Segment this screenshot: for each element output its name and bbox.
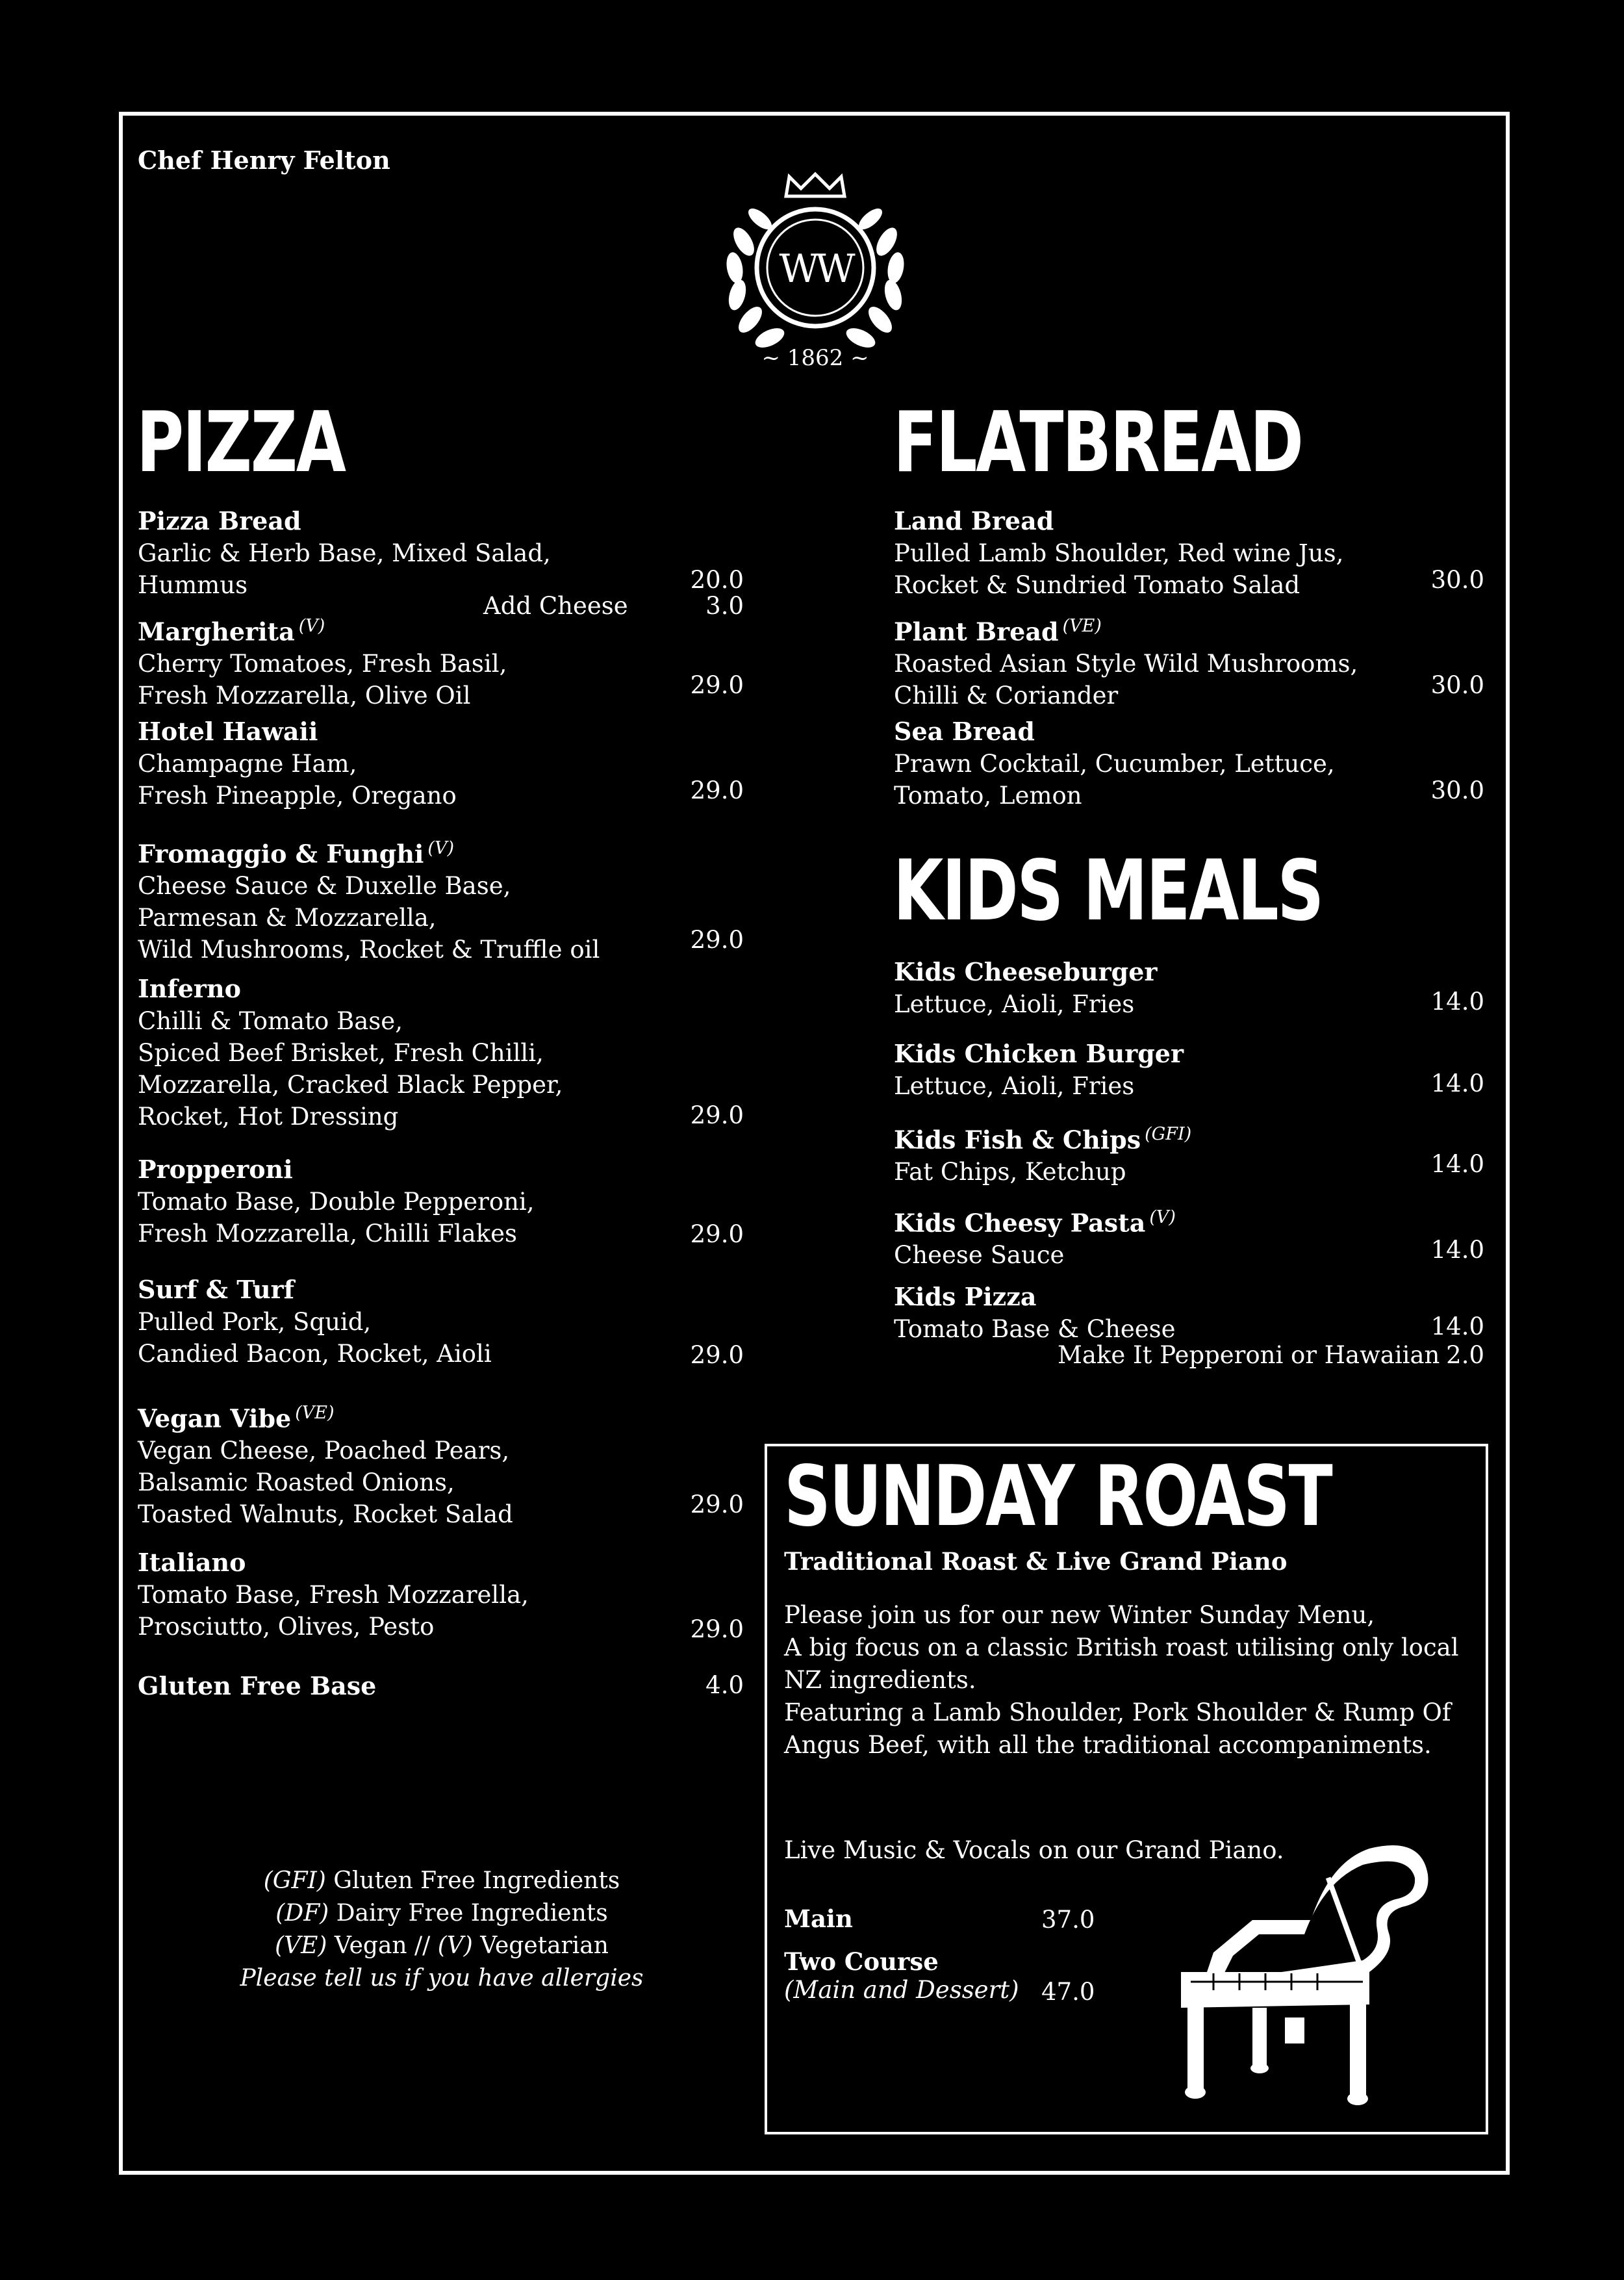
menu-item: Hotel Hawaii Champagne Ham, Fresh Pineapple, Oregano xyxy=(138,717,457,810)
menu-item: Kids Cheesy Pasta $^{(V)}$ Cheese Sauce xyxy=(894,1207,1176,1270)
menu-item: Kids Chicken Burger Lettuce, Aioli, Fries xyxy=(894,1039,1184,1100)
item-price: 30.0 xyxy=(1430,776,1484,804)
menu-item: Propperoni Tomato Base, Double Pepperoni, Fresh Mozzarella, Chilli Flakes xyxy=(138,1155,535,1248)
menu-item: Italiano Tomato Base, Fresh Mozzarella, Prosciutto, Olives, Pesto xyxy=(138,1548,529,1641)
item-price: 29.0 xyxy=(690,1341,744,1369)
logo-monogram: WW xyxy=(779,246,852,292)
menu-item: Margherita $^{(V)}$ Cherry Tomatoes, Fresh Basil, Fresh Mozzarella, Olive Oil xyxy=(138,616,507,710)
menu-item: Land Bread Pulled Lamb Shoulder, Red wine Jus, Rocket & Sundried Tomato Salad xyxy=(894,506,1344,599)
item-price: 29.0 xyxy=(690,671,744,699)
item-price: 4.0 xyxy=(705,1671,744,1699)
crest-logo xyxy=(698,170,932,378)
menu-item: Sea Bread Prawn Cocktail, Cucumber, Lettuce, Tomato, Lemon xyxy=(894,717,1335,810)
addon-price: 3.0 xyxy=(705,592,744,620)
item-price: 29.0 xyxy=(690,776,744,804)
menu-item: Fromaggio & Funghi $^{(V)}$ Cheese Sauce & Duxelle Base, Parmesan & Mozzarella, Wild Mushrooms, Rocket & Truffle oil xyxy=(138,838,600,964)
sunday-roast-live-music: Live Music & Vocals on our Grand Piano. xyxy=(784,1836,1284,1864)
sunday-roast-subtitle: Traditional Roast & Live Grand Piano xyxy=(784,1547,1288,1576)
item-price: 14.0 xyxy=(1430,1313,1484,1340)
menu-item: Pizza Bread Garlic & Herb Base, Mixed Salad, Hummus xyxy=(138,506,551,599)
item-price: 30.0 xyxy=(1430,671,1484,699)
roast-two-course-label: Two Course (Main and Dessert) xyxy=(784,1947,1019,2004)
item-price: 14.0 xyxy=(1430,1070,1484,1097)
roast-main-label: Main xyxy=(784,1904,853,1933)
item-price: 14.0 xyxy=(1430,1236,1484,1264)
roast-two-course-price: 47.0 xyxy=(1041,1978,1095,2006)
pizza-heading: PIZZA xyxy=(136,394,345,491)
flatbread-heading: FLATBREAD xyxy=(893,394,1302,491)
item-price: 14.0 xyxy=(1430,1150,1484,1178)
item-price: 29.0 xyxy=(690,926,744,954)
addon-label: Add Cheese xyxy=(483,592,628,620)
roast-main-price: 37.0 xyxy=(1041,1906,1095,1934)
item-price: 20.0 xyxy=(690,566,744,594)
menu-item: Vegan Vibe $^{(VE)}$ Vegan Cheese, Poached Pears, Balsamic Roasted Onions, Toasted Walnuts, Rocket Salad xyxy=(138,1403,513,1529)
dietary-notes: (GFI) Gluten Free Ingredients (DF) Dairy Free Ingredients (VE) Vegan // (V) Vegetarian Please tell us if you have allergies xyxy=(240,1867,644,1992)
addon-price: 2.0 xyxy=(1446,1341,1484,1369)
menu-item: Kids Fish & Chips $^{(GFI)}$ Fat Chips, Ketchup xyxy=(894,1124,1192,1186)
sunday-roast-description: Please join us for our new Winter Sunday Menu, A big focus on a classic British roast utilising only local NZ ingredients. Featuring a Lamb Shoulder, Pork Shoulder & Rump Of Angus Beef, with all the traditional accompaniments. xyxy=(784,1601,1459,1759)
item-price: 14.0 xyxy=(1430,988,1484,1016)
crown-icon xyxy=(786,174,844,196)
chef-name: Chef Henry Felton xyxy=(138,146,390,175)
item-price: 29.0 xyxy=(690,1101,744,1129)
menu-item: Kids Pizza Tomato Base & Cheese xyxy=(894,1282,1176,1343)
item-price: 29.0 xyxy=(690,1220,744,1248)
menu-item: Kids Cheeseburger Lettuce, Aioli, Fries xyxy=(894,957,1158,1018)
kids-heading: KIDS MEALS xyxy=(893,843,1323,940)
menu-item: Surf & Turf Pulled Pork, Squid, Candied Bacon, Rocket, Aioli xyxy=(138,1275,492,1368)
item-price: 29.0 xyxy=(690,1491,744,1518)
grand-piano-icon xyxy=(1174,1823,1434,2108)
addon-label: Make It Pepperoni or Hawaiian xyxy=(1058,1341,1440,1369)
menu-item: Gluten Free Base xyxy=(138,1671,377,1700)
logo-year: ~ 1862 ~ xyxy=(761,345,869,371)
sunday-roast-heading: SUNDAY ROAST xyxy=(784,1448,1332,1545)
item-price: 29.0 xyxy=(690,1615,744,1643)
menu-item: Inferno Chilli & Tomato Base, Spiced Beef Brisket, Fresh Chilli, Mozzarella, Cracked Black Pepper, Rocket, Hot Dressing xyxy=(138,974,563,1131)
menu-item: Plant Bread $^{(VE)}$ Roasted Asian Style Wild Mushrooms, Chilli & Coriander xyxy=(894,616,1358,710)
item-price: 30.0 xyxy=(1430,566,1484,594)
